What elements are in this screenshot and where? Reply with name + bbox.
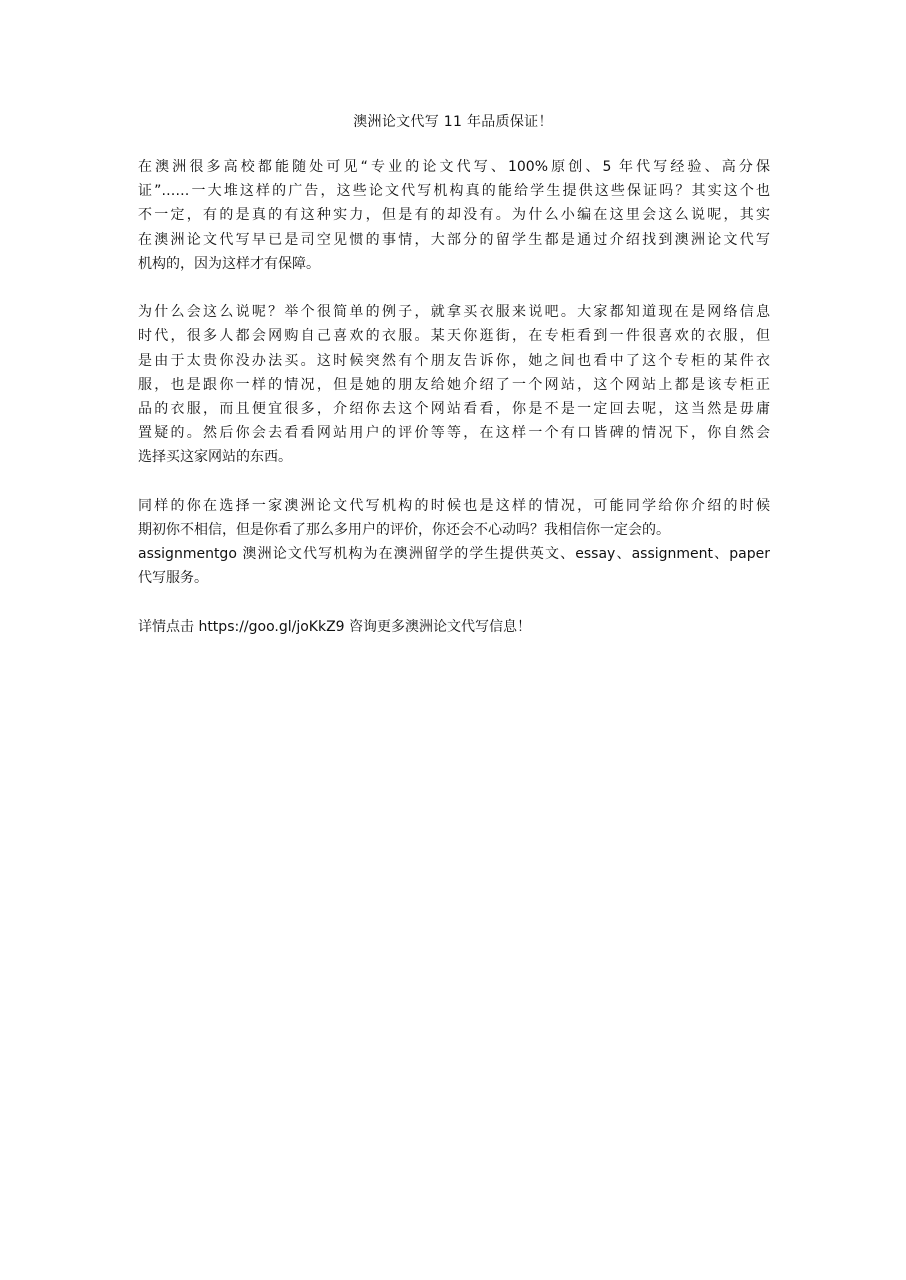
text-line: 代写服务。 — [138, 570, 208, 587]
paragraph-3 — [138, 494, 770, 591]
text-line: 服，也是跟你一样的情况，但是她的朋友给她介绍了一个网站，这个网站上都是该专柜正 — [138, 376, 770, 393]
text-line: 不一定，有的是真的有这种实力，但是有的却没有。为什么小编在这里会这么说呢，其实 — [138, 207, 770, 224]
text-line: 在澳洲很多高校都能随处可见“专业的论文代写、100%原创、5 年代写经验、高分保 — [138, 159, 770, 175]
text-line: 时代，很多人都会网购自己喜欢的衣服。某天你逛街，在专柜看到一件很喜欢的衣服，但 — [138, 328, 770, 345]
document-body — [138, 155, 770, 663]
text-line: 期初你不相信，但是你看了那么多用户的评价，你还会不心动吗？我相信你一定会的。 — [138, 522, 670, 539]
text-line: 证”……一大堆这样的广告，这些论文代写机构真的能给学生提供这些保证吗？其实这个也 — [138, 183, 770, 200]
document-title: 澳洲论文代写 11 年品质保证！ — [353, 114, 553, 130]
paragraph-4 — [138, 615, 770, 639]
text-line: 置疑的。然后你会去看看网站用户的评价等等，在这样一个有口皆碑的情况下，你自然会 — [138, 425, 770, 442]
text-line: 机构的，因为这样才有保障。 — [138, 255, 320, 272]
text-line: 同样的你在选择一家澳洲论文代写机构的时候也是这样的情况，可能同学给你介绍的时候 — [138, 497, 770, 514]
text-line: 选择买这家网站的东西。 — [138, 449, 292, 466]
text-line: 详情点击 https://goo.gl/joKkZ9 咨询更多澳洲论文代写信息！ — [138, 618, 532, 635]
text-line: 品的衣服，而且便宜很多，介绍你去这个网站看看，你是不是一定回去呢，这当然是毋庸 — [138, 401, 770, 418]
text-line: 为什么会这么说呢？举个很简单的例子，就拿买衣服来说吧。大家都知道现在是网络信息 — [138, 304, 770, 321]
paragraph-2 — [138, 300, 770, 469]
text-line: 是由于太贵你没办法买。这时候突然有个朋友告诉你，她之间也看中了这个专柜的某件衣 — [138, 352, 770, 369]
text-line: assignmentgo 澳洲论文代写机构为在澳洲留学的学生提供英文、essay、assignment、paper — [138, 546, 770, 563]
paragraph-1 — [138, 155, 770, 276]
text-line: 在澳洲论文代写早已是司空见惯的事情，大部分的留学生都是通过介绍找到澳洲论文代写 — [138, 231, 770, 248]
